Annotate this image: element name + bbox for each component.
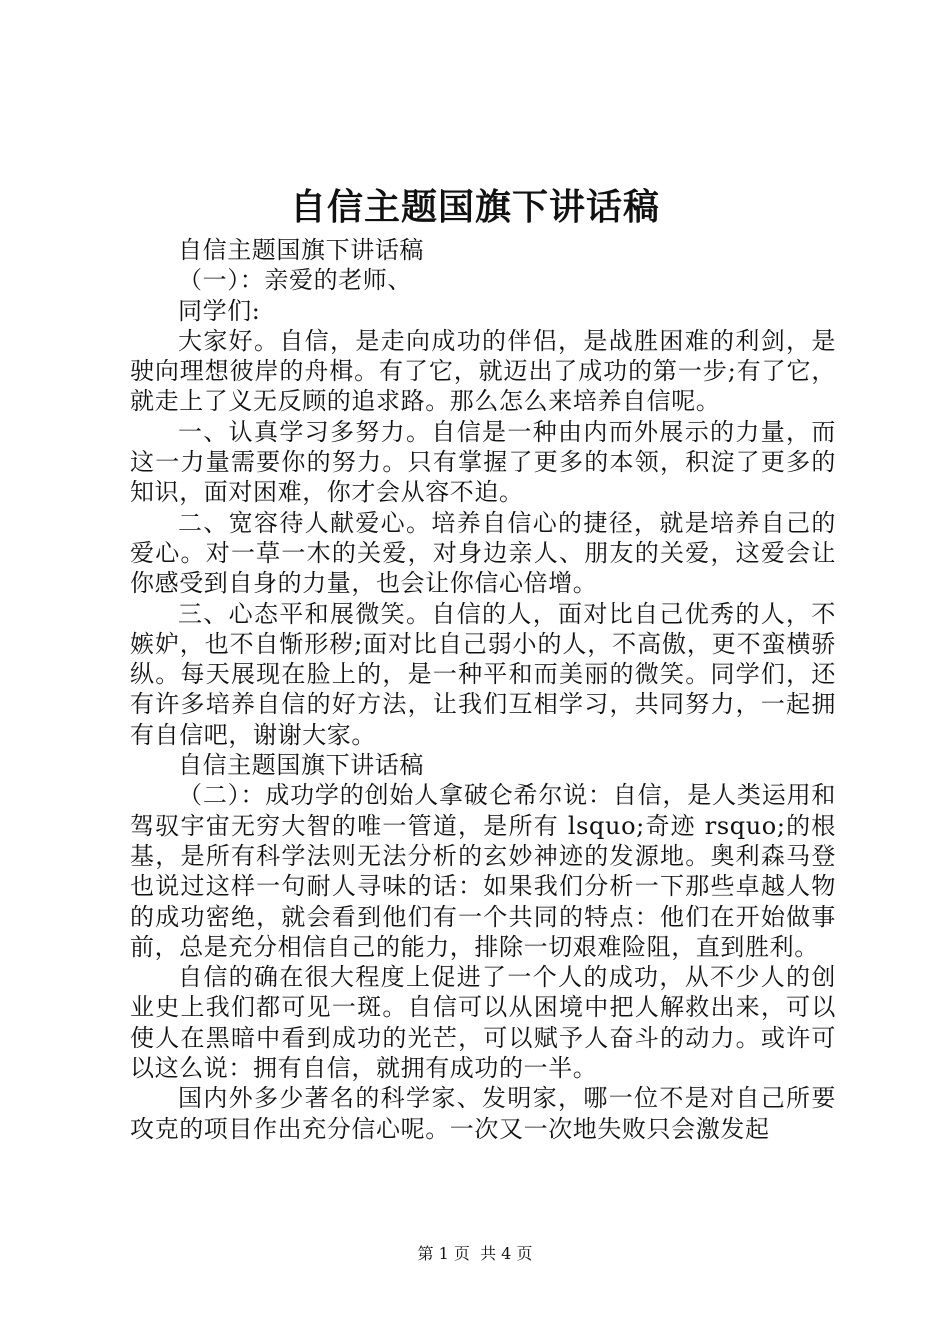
document-body	[130, 235, 836, 1144]
paragraph: 三、心态平和展微笑。自信的人，面对比自己优秀的人，不嫉妒，也不自惭形秽;面对比自己弱小的人，不高傲，更不蛮横骄纵。每天展现在脸上的，是一种平和而美丽的微笑。同学们，还有许多培养自信的好方法，让我们互相学习，共同努力，一起拥有自信吧，谢谢大家。	[130, 599, 836, 749]
paragraph: 一、认真学习多努力。自信是一种由内而外展示的力量，而这一力量需要你的努力。只有掌握了更多的本领，积淀了更多的知识，面对困难，你才会从容不迫。	[130, 417, 836, 507]
page-number: 第 1 页 共 4 页	[417, 1244, 533, 1263]
paragraph: 同学们:	[178, 296, 261, 325]
paragraph: 自信主题国旗下讲话稿	[178, 751, 424, 780]
paragraph: （二）：成功学的创始人拿破仑希尔说：自信，是人类运用和驾驭宇宙无穷大智的唯一管道，是所有 lsquo;奇迹 rsquo;的根基，是所有科学法则无法分析的玄妙神迹的发源地。奥利森马登也说过这样一句耐人寻味的话：如果我们分析一下那些卓越人物的成功密绝，就会看到他们有一个共同的特点：他们在开始做事前，总是充分相信自己的能力，排除一切艰难险阻，直到胜利。	[130, 781, 836, 961]
document-title: 自信主题国旗下讲话稿	[289, 186, 660, 228]
paragraph: 自信主题国旗下讲话稿	[178, 236, 424, 264]
page-footer	[0, 1244, 950, 1264]
paragraph: 自信的确在很大程度上促进了一个人的成功，从不少人的创业史上我们都可见一斑。自信可以从困境中把人解救出来，可以使人在黑暗中看到成功的光芒，可以赋予人奋斗的动力。或许可以这么说：拥有自信，就拥有成功的一半。	[130, 963, 836, 1083]
paragraph: （一）：亲爱的老师、	[178, 266, 412, 295]
paragraph: 国内外多少著名的科学家、发明家，哪一位不是对自己所要攻克的项目作出充分信心呢。一次又一次地失败只会激发起	[130, 1084, 836, 1143]
paragraph: 二、宽容待人献爱心。培养自信心的捷径，就是培养自己的爱心。对一草一木的关爱，对身边亲人、朋友的关爱，这爱会让你感受到自身的力量，也会让你信心倍增。	[130, 508, 836, 598]
paragraph: 大家好。自信，是走向成功的伴侣，是战胜困难的利剑，是驶向理想彼岸的舟楫。有了它，就迈出了成功的第一步;有了它，就走上了义无反顾的追求路。那么怎么来培养自信呢。	[130, 326, 836, 416]
